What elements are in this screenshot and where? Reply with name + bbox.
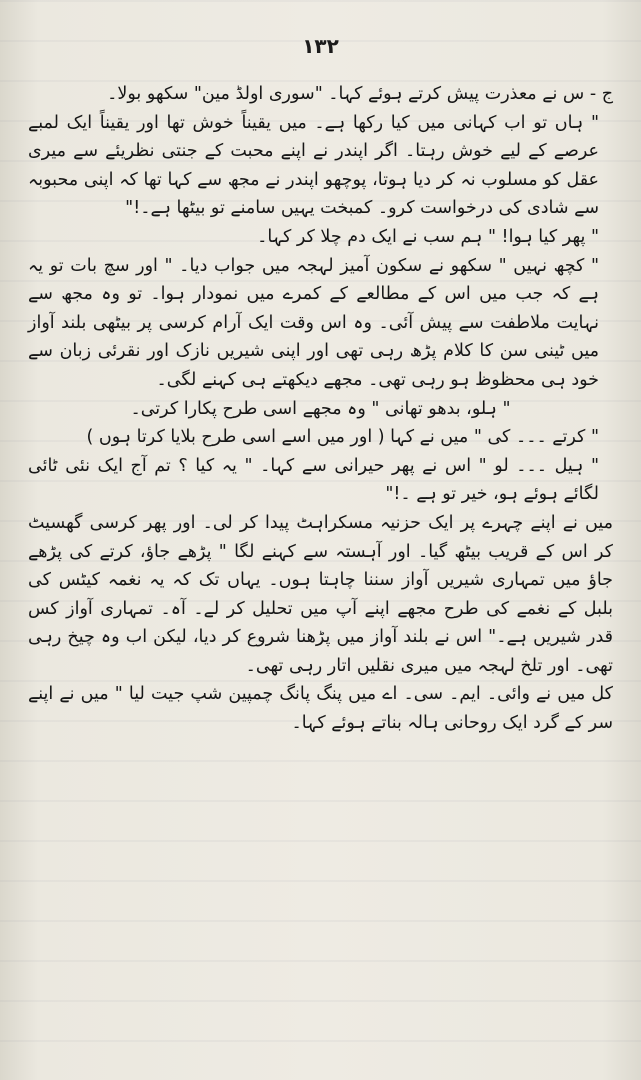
paragraph-7: " ہیل ۔۔۔ لو " اس نے پھر حیرانی سے کہا۔ " یہ کیا ؟ تم آج ایک نئی ٹائی لگائے ہوئے ہو، خیر تو ہے ۔!" [28, 455, 599, 505]
paragraph-3: " پھر کیا ہوا! " ہم سب نے ایک دم چلا کر کہا۔ [257, 226, 599, 247]
paragraph-5: " ہلو، بدھو تھانی " وہ مجھے اسی طرح پکارا کرتی۔ [130, 398, 511, 419]
paragraph-1: ج - س نے معذرت پیش کرتے ہوئے کہا۔ "سوری اولڈ مین" سکھو بولا۔ [107, 84, 613, 104]
paragraph-4: " کچھ نہیں " سکھو نے سکون آمیز لہجہ میں جواب دیا۔ " اور سچ بات تو یہ ہے کہ جب میں اس کے مطالعے کے کمرے میں نمودار ہوا۔ تو وہ مجھ سے نہایت ملاطفت سے پیش آئی۔ وہ اس وقت ایک آرام کرسی پر بیٹھی بلند آواز میں ٹینی سن کا کلام پڑھ رہی تھی اور اپنی شیریں نازک اور نقرئی زبان سے خود ہی محظوظ ہو رہی تھی۔ مجھے دیکھتے ہی کہنے لگی۔ [28, 255, 599, 390]
paragraph-8: میں نے اپنے چہرے پر ایک حزنیہ مسکراہٹ پیدا کر لی۔ اور پھر کرسی گھسیٹ کر اس کے قریب بیٹھ گیا۔ اور آہستہ سے کہنے لگا " پڑھے جاؤ، کرتے کی پڑھے جاؤ میں تمہاری شیریں آواز سننا چاہتا ہوں۔ یہاں تک کہ یہ نغمہ کیٹس کی بلبل کے نغمے کی طرح مجھے اپنے آپ میں تحلیل کر لے۔ آہ۔ تمہاری آواز کس قدر شیریں ہے۔" اس نے بلند آواز میں پڑھنا شروع کر دیا، لیکن اب وہ چیخ رہی تھی۔ اور تلخ لہجہ میں میری نقلیں اتار رہی تھی۔ [28, 512, 613, 676]
page-body-text [28, 80, 613, 738]
paragraph-6: " کرتے ۔۔۔ کی " میں نے کہا ( اور میں اسے اسی طرح بلایا کرتا ہوں ) [86, 427, 599, 448]
paragraph-9: کل میں نے وائی۔ ایم۔ سی۔ اے میں پنگ پانگ چمپین شپ جیت لیا " میں نے اپنے سر کے گرد ایک روحانی ہالہ بناتے ہوئے کہا۔ [28, 684, 613, 734]
page-number: ۱۳۲ [302, 34, 339, 58]
paragraph-2: " ہاں تو اب کہانی میں کیا رکھا ہے۔ میں یقیناً خوش تھا اور یقیناً ایک لمبے عرصے کے لیے خوش رہتا۔ اگر اپندر نے اپنے محبت کے جنتی نظریئے سے میری عقل کو مسلوب نہ کر دیا ہوتا، پوچھو اپندر نے مجھ سے کہا تھا کہ اپنی محبوبہ سے شادی کی درخواست کرو۔ کمبخت یہیں سامنے تو بیٹھا ہے۔!" [28, 112, 599, 219]
